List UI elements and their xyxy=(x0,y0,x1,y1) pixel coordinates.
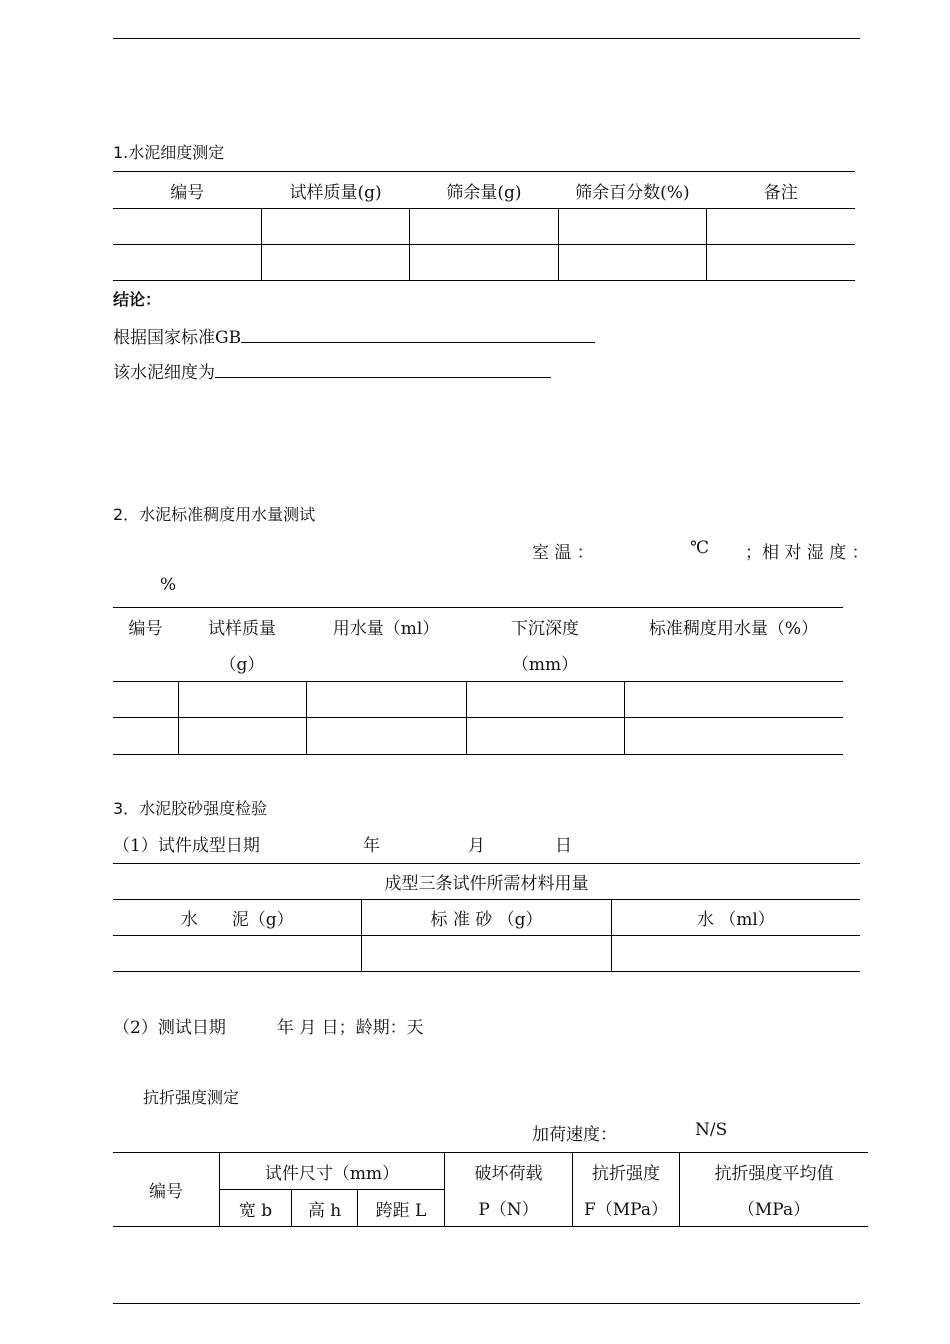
cell[interactable] xyxy=(261,209,409,245)
cell[interactable] xyxy=(178,682,306,718)
cell[interactable] xyxy=(466,718,624,755)
table-row xyxy=(113,245,855,281)
col-flex-avg: 抗折强度平均值 xyxy=(714,1163,834,1184)
col-std-water: 标准稠度用水量（%） xyxy=(648,618,819,639)
col-residue: 筛余量(g) xyxy=(446,182,522,203)
section2-title: 2．水泥标准稠度用水量测试 xyxy=(113,505,316,524)
table-row xyxy=(113,718,843,755)
col-failure-load: 破坏荷载 xyxy=(445,1153,573,1190)
cell[interactable] xyxy=(306,682,466,718)
col-sample-mass: 试样质量 xyxy=(208,618,276,639)
material-table xyxy=(113,863,860,972)
cell[interactable] xyxy=(624,718,843,755)
conclusion-line2 xyxy=(113,358,551,383)
cell[interactable] xyxy=(178,718,306,755)
col-remark: 备注 xyxy=(763,182,798,203)
fineness-label: 该水泥细度为 xyxy=(113,363,215,383)
col-residue-percent: 筛余百分数(%) xyxy=(575,182,690,203)
col-std-sand: 标 准 砂 （g） xyxy=(362,900,611,936)
cell[interactable] xyxy=(362,936,611,972)
load-speed-label: 加荷速度： xyxy=(532,1125,617,1145)
fineness-blank[interactable] xyxy=(215,361,551,378)
consistency-table xyxy=(113,607,843,755)
gb-blank[interactable] xyxy=(241,326,595,343)
sample-mass-unit: （g） xyxy=(219,655,265,676)
cell[interactable] xyxy=(624,682,843,718)
col-height-h: 高 h xyxy=(292,1190,358,1227)
humidity-percent: % xyxy=(160,575,177,595)
cell[interactable] xyxy=(558,209,706,245)
humidity-label: ；相 对 湿 度 ： xyxy=(745,543,869,563)
table-row xyxy=(113,209,855,245)
cell[interactable] xyxy=(113,936,362,972)
form-date-label: （1）试件成型日期 xyxy=(113,836,260,856)
col-settle-depth: 下沉深度 xyxy=(511,618,579,639)
col-specimen-size: 试件尺寸（mm） xyxy=(220,1153,445,1190)
cell[interactable] xyxy=(113,245,261,281)
col-cement: 水 泥（g） xyxy=(113,900,362,936)
fineness-table xyxy=(113,171,855,281)
col-water: 水 （ml） xyxy=(696,910,775,930)
cell[interactable] xyxy=(113,718,178,755)
table-row xyxy=(113,936,860,972)
room-temp-label: 室 温 ： xyxy=(532,543,594,563)
cell[interactable] xyxy=(558,245,706,281)
cell[interactable] xyxy=(410,245,558,281)
cell[interactable] xyxy=(261,245,409,281)
col-id: 编号 xyxy=(113,1153,220,1227)
section3-title: 3．水泥胶砂强度检验 xyxy=(113,799,268,818)
flexural-title: 抗折强度测定 xyxy=(143,1088,240,1107)
col-width-b: 宽 b xyxy=(220,1190,292,1227)
temp-unit: ℃ xyxy=(690,538,710,558)
form-date-day: 日 xyxy=(555,836,572,856)
cell[interactable] xyxy=(707,209,855,245)
bottom-rule xyxy=(113,1303,860,1304)
cell[interactable] xyxy=(611,936,860,972)
col-flex-strength: 抗折强度 xyxy=(573,1153,680,1190)
col-span-l: 跨距 L xyxy=(358,1190,445,1227)
failure-load-unit: P（N） xyxy=(445,1190,573,1227)
conclusion-line1 xyxy=(113,323,595,348)
flexural-table xyxy=(113,1152,868,1227)
test-date-line: （2）测试日期 年 月 日；龄期：天 xyxy=(113,1018,424,1038)
cell[interactable] xyxy=(707,245,855,281)
flex-avg-unit: （MPa） xyxy=(737,1200,811,1221)
cell[interactable] xyxy=(113,682,178,718)
cell[interactable] xyxy=(113,209,261,245)
col-water-amount: 用水量（ml） xyxy=(332,618,440,639)
col-id: 编号 xyxy=(170,182,205,203)
section1-title: 1.水泥细度测定 xyxy=(113,143,225,162)
cell[interactable] xyxy=(306,718,466,755)
col-sample-mass: 试样质量(g) xyxy=(289,182,382,203)
conclusion-label: 结论： xyxy=(113,290,162,309)
table-row xyxy=(113,682,843,718)
form-date-month: 月 xyxy=(468,836,485,856)
top-rule xyxy=(113,38,860,39)
material-title: 成型三条试件所需材料用量 xyxy=(384,874,589,894)
form-date-year: 年 xyxy=(363,836,380,856)
flex-strength-unit: F（MPa） xyxy=(573,1190,680,1227)
cell[interactable] xyxy=(410,209,558,245)
col-id: 编号 xyxy=(128,618,163,639)
cell[interactable] xyxy=(466,682,624,718)
gb-label: 根据国家标准GB xyxy=(113,328,242,348)
settle-depth-unit: （mm） xyxy=(511,655,579,676)
load-speed-unit: N/S xyxy=(695,1120,728,1140)
